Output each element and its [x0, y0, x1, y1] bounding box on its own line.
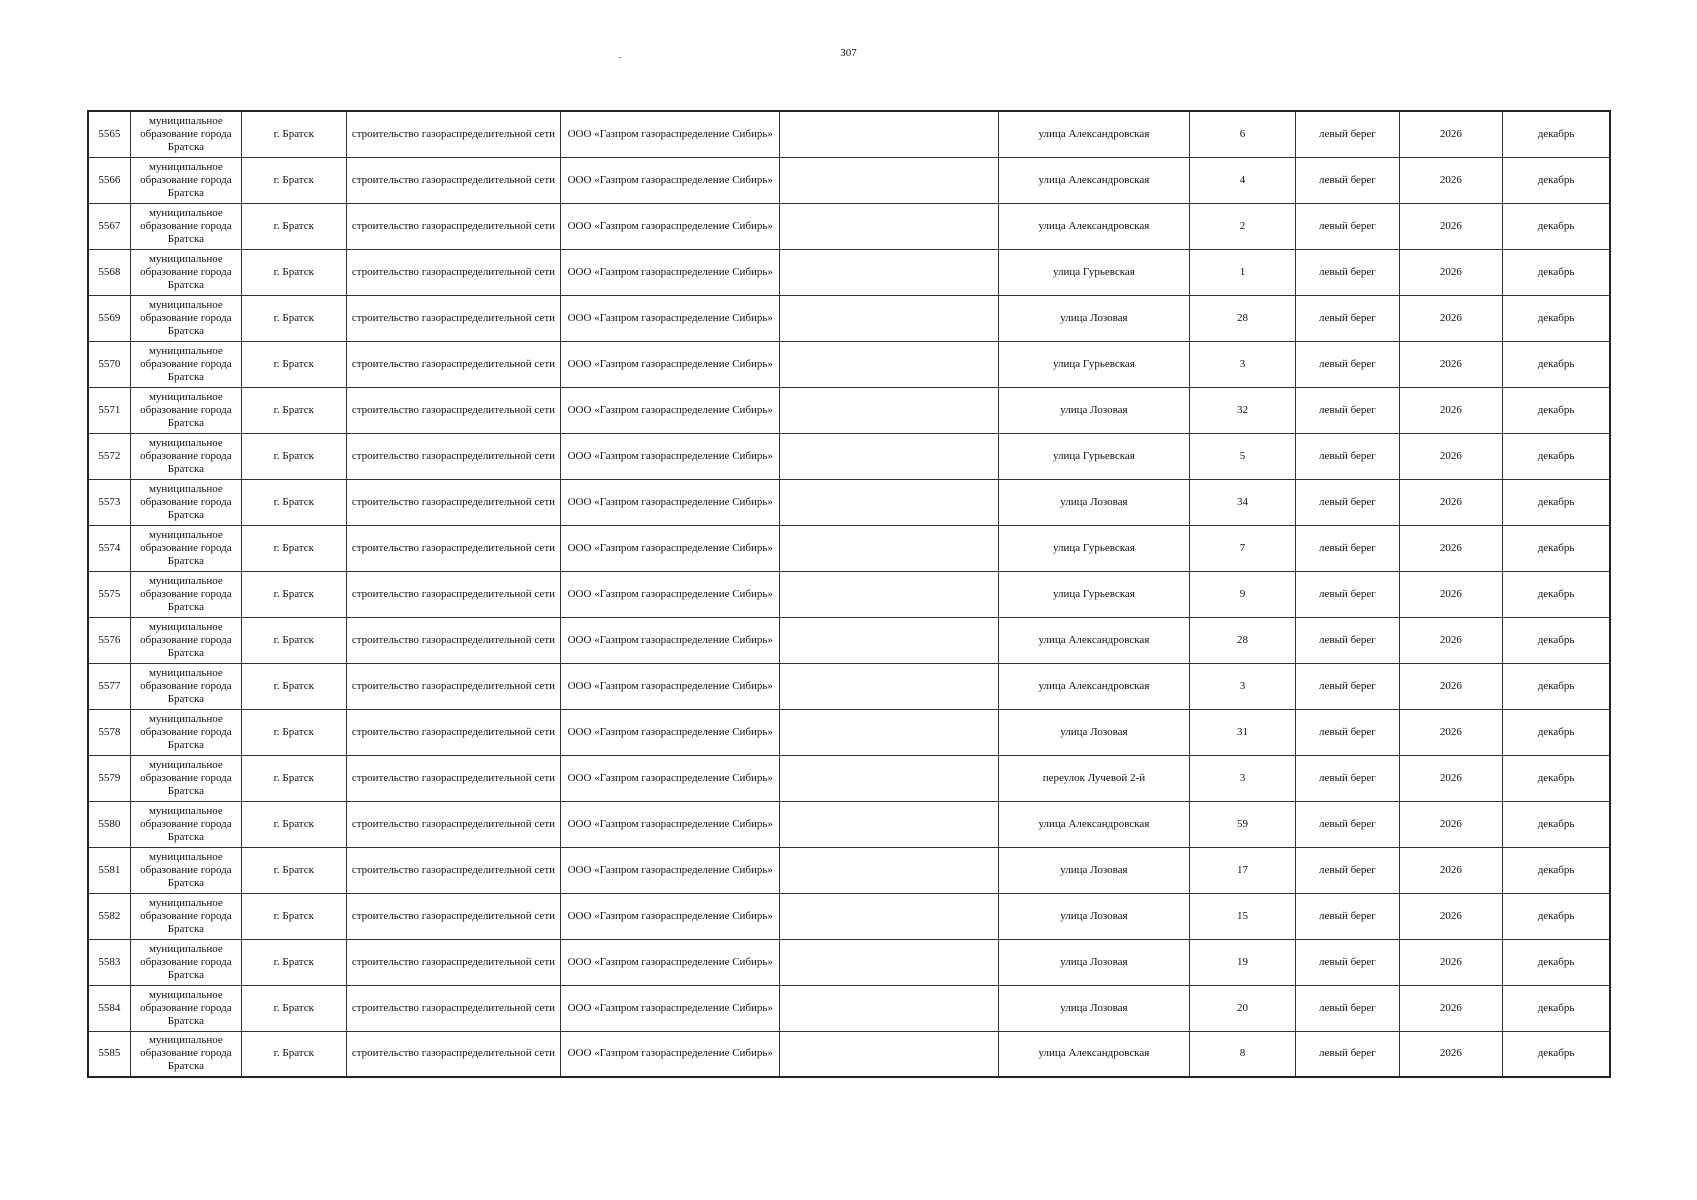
month-cell: декабрь: [1503, 755, 1610, 801]
bank-cell: левый берег: [1296, 249, 1399, 295]
year-cell: 2026: [1399, 985, 1502, 1031]
street-cell: улица Лозовая: [999, 939, 1190, 985]
month-cell: декабрь: [1503, 157, 1610, 203]
bank-cell: левый берег: [1296, 801, 1399, 847]
bank-cell: левый берег: [1296, 985, 1399, 1031]
house-number-cell: 1: [1189, 249, 1295, 295]
street-cell: улица Лозовая: [999, 847, 1190, 893]
table-row: [88, 801, 1610, 847]
municipality-cell: муниципальное образование города Братска: [130, 1031, 241, 1077]
month-cell: декабрь: [1503, 249, 1610, 295]
year-cell: 2026: [1399, 295, 1502, 341]
year-cell: 2026: [1399, 433, 1502, 479]
work-type-cell: строительство газораспределительной сети: [346, 709, 561, 755]
street-cell: улица Александровская: [999, 111, 1190, 157]
street-cell: переулок Лучевой 2-й: [999, 755, 1190, 801]
row-number: 5565: [88, 111, 130, 157]
row-number: 5579: [88, 755, 130, 801]
table-row: [88, 525, 1610, 571]
month-cell: декабрь: [1503, 525, 1610, 571]
row-number: 5576: [88, 617, 130, 663]
table-row: [88, 341, 1610, 387]
year-cell: 2026: [1399, 1031, 1502, 1077]
city-cell: г. Братск: [242, 801, 346, 847]
bank-cell: левый берег: [1296, 157, 1399, 203]
organization-cell: ООО «Газпром газораспределение Сибирь»: [561, 157, 780, 203]
municipality-cell: муниципальное образование города Братска: [130, 525, 241, 571]
municipality-cell: муниципальное образование города Братска: [130, 111, 241, 157]
city-cell: г. Братск: [242, 387, 346, 433]
row-number: 5572: [88, 433, 130, 479]
empty-cell: [780, 755, 999, 801]
municipality-cell: муниципальное образование города Братска: [130, 663, 241, 709]
table-row: [88, 847, 1610, 893]
bank-cell: левый берег: [1296, 341, 1399, 387]
month-cell: декабрь: [1503, 111, 1610, 157]
street-cell: улица Лозовая: [999, 479, 1190, 525]
table-row: [88, 433, 1610, 479]
city-cell: г. Братск: [242, 939, 346, 985]
house-number-cell: 34: [1189, 479, 1295, 525]
month-cell: декабрь: [1503, 617, 1610, 663]
street-cell: улица Александровская: [999, 663, 1190, 709]
municipality-cell: муниципальное образование города Братска: [130, 709, 241, 755]
street-cell: улица Александровская: [999, 203, 1190, 249]
year-cell: 2026: [1399, 525, 1502, 571]
work-type-cell: строительство газораспределительной сети: [346, 433, 561, 479]
house-number-cell: 5: [1189, 433, 1295, 479]
row-number: 5584: [88, 985, 130, 1031]
month-cell: декабрь: [1503, 571, 1610, 617]
city-cell: г. Братск: [242, 479, 346, 525]
bank-cell: левый берег: [1296, 893, 1399, 939]
house-number-cell: 59: [1189, 801, 1295, 847]
city-cell: г. Братск: [242, 525, 346, 571]
month-cell: декабрь: [1503, 985, 1610, 1031]
table-row: [88, 571, 1610, 617]
row-number: 5583: [88, 939, 130, 985]
bank-cell: левый берег: [1296, 847, 1399, 893]
empty-cell: [780, 479, 999, 525]
empty-cell: [780, 111, 999, 157]
city-cell: г. Братск: [242, 709, 346, 755]
year-cell: 2026: [1399, 663, 1502, 709]
house-number-cell: 19: [1189, 939, 1295, 985]
month-cell: декабрь: [1503, 939, 1610, 985]
house-number-cell: 3: [1189, 755, 1295, 801]
organization-cell: ООО «Газпром газораспределение Сибирь»: [561, 341, 780, 387]
month-cell: декабрь: [1503, 709, 1610, 755]
municipality-cell: муниципальное образование города Братска: [130, 847, 241, 893]
street-cell: улица Гурьевская: [999, 433, 1190, 479]
city-cell: г. Братск: [242, 985, 346, 1031]
table-row: [88, 709, 1610, 755]
street-cell: улица Гурьевская: [999, 571, 1190, 617]
organization-cell: ООО «Газпром газораспределение Сибирь»: [561, 571, 780, 617]
month-cell: декабрь: [1503, 341, 1610, 387]
organization-cell: ООО «Газпром газораспределение Сибирь»: [561, 479, 780, 525]
bank-cell: левый берег: [1296, 387, 1399, 433]
table-row: [88, 479, 1610, 525]
table-row: [88, 157, 1610, 203]
house-number-cell: 20: [1189, 985, 1295, 1031]
house-number-cell: 28: [1189, 295, 1295, 341]
municipality-cell: муниципальное образование города Братска: [130, 387, 241, 433]
month-cell: декабрь: [1503, 663, 1610, 709]
empty-cell: [780, 157, 999, 203]
municipality-cell: муниципальное образование города Братска: [130, 157, 241, 203]
year-cell: 2026: [1399, 801, 1502, 847]
row-number: 5566: [88, 157, 130, 203]
bank-cell: левый берег: [1296, 617, 1399, 663]
row-number: 5573: [88, 479, 130, 525]
table-row: [88, 203, 1610, 249]
year-cell: 2026: [1399, 893, 1502, 939]
registry-table: [87, 110, 1611, 1078]
month-cell: декабрь: [1503, 801, 1610, 847]
city-cell: г. Братск: [242, 755, 346, 801]
work-type-cell: строительство газораспределительной сети: [346, 663, 561, 709]
street-cell: улица Александровская: [999, 617, 1190, 663]
municipality-cell: муниципальное образование города Братска: [130, 433, 241, 479]
work-type-cell: строительство газораспределительной сети: [346, 985, 561, 1031]
city-cell: г. Братск: [242, 111, 346, 157]
empty-cell: [780, 847, 999, 893]
row-number: 5577: [88, 663, 130, 709]
work-type-cell: строительство газораспределительной сети: [346, 617, 561, 663]
municipality-cell: муниципальное образование города Братска: [130, 893, 241, 939]
organization-cell: ООО «Газпром газораспределение Сибирь»: [561, 939, 780, 985]
table-row: [88, 755, 1610, 801]
work-type-cell: строительство газораспределительной сети: [346, 341, 561, 387]
street-cell: улица Лозовая: [999, 893, 1190, 939]
work-type-cell: строительство газораспределительной сети: [346, 1031, 561, 1077]
bank-cell: левый берег: [1296, 1031, 1399, 1077]
work-type-cell: строительство газораспределительной сети: [346, 847, 561, 893]
row-number: 5568: [88, 249, 130, 295]
street-cell: улица Гурьевская: [999, 249, 1190, 295]
table-row: [88, 111, 1610, 157]
municipality-cell: муниципальное образование города Братска: [130, 617, 241, 663]
house-number-cell: 15: [1189, 893, 1295, 939]
work-type-cell: строительство газораспределительной сети: [346, 525, 561, 571]
street-cell: улица Лозовая: [999, 985, 1190, 1031]
month-cell: декабрь: [1503, 295, 1610, 341]
month-cell: декабрь: [1503, 893, 1610, 939]
city-cell: г. Братск: [242, 295, 346, 341]
municipality-cell: муниципальное образование города Братска: [130, 939, 241, 985]
municipality-cell: муниципальное образование города Братска: [130, 249, 241, 295]
year-cell: 2026: [1399, 847, 1502, 893]
city-cell: г. Братск: [242, 893, 346, 939]
month-cell: декабрь: [1503, 847, 1610, 893]
table-row: [88, 893, 1610, 939]
row-number: 5570: [88, 341, 130, 387]
work-type-cell: строительство газораспределительной сети: [346, 801, 561, 847]
table-row: [88, 985, 1610, 1031]
street-cell: улица Александровская: [999, 157, 1190, 203]
empty-cell: [780, 571, 999, 617]
year-cell: 2026: [1399, 157, 1502, 203]
municipality-cell: муниципальное образование города Братска: [130, 571, 241, 617]
house-number-cell: 28: [1189, 617, 1295, 663]
empty-cell: [780, 893, 999, 939]
work-type-cell: строительство газораспределительной сети: [346, 571, 561, 617]
table-row: [88, 939, 1610, 985]
work-type-cell: строительство газораспределительной сети: [346, 939, 561, 985]
municipality-cell: муниципальное образование города Братска: [130, 341, 241, 387]
organization-cell: ООО «Газпром газораспределение Сибирь»: [561, 203, 780, 249]
scan-artifact: [619, 57, 621, 58]
organization-cell: ООО «Газпром газораспределение Сибирь»: [561, 617, 780, 663]
house-number-cell: 4: [1189, 157, 1295, 203]
work-type-cell: строительство газораспределительной сети: [346, 111, 561, 157]
bank-cell: левый берег: [1296, 755, 1399, 801]
empty-cell: [780, 433, 999, 479]
city-cell: г. Братск: [242, 1031, 346, 1077]
table-row: [88, 295, 1610, 341]
organization-cell: ООО «Газпром газораспределение Сибирь»: [561, 249, 780, 295]
row-number: 5567: [88, 203, 130, 249]
month-cell: декабрь: [1503, 433, 1610, 479]
organization-cell: ООО «Газпром газораспределение Сибирь»: [561, 709, 780, 755]
work-type-cell: строительство газораспределительной сети: [346, 295, 561, 341]
year-cell: 2026: [1399, 571, 1502, 617]
year-cell: 2026: [1399, 755, 1502, 801]
month-cell: декабрь: [1503, 203, 1610, 249]
city-cell: г. Братск: [242, 203, 346, 249]
row-number: 5574: [88, 525, 130, 571]
month-cell: декабрь: [1503, 479, 1610, 525]
street-cell: улица Гурьевская: [999, 525, 1190, 571]
empty-cell: [780, 939, 999, 985]
bank-cell: левый берег: [1296, 571, 1399, 617]
row-number: 5582: [88, 893, 130, 939]
row-number: 5578: [88, 709, 130, 755]
empty-cell: [780, 801, 999, 847]
organization-cell: ООО «Газпром газораспределение Сибирь»: [561, 847, 780, 893]
bank-cell: левый берег: [1296, 709, 1399, 755]
year-cell: 2026: [1399, 387, 1502, 433]
organization-cell: ООО «Газпром газораспределение Сибирь»: [561, 295, 780, 341]
bank-cell: левый берег: [1296, 203, 1399, 249]
year-cell: 2026: [1399, 111, 1502, 157]
house-number-cell: 6: [1189, 111, 1295, 157]
street-cell: улица Лозовая: [999, 387, 1190, 433]
municipality-cell: муниципальное образование города Братска: [130, 295, 241, 341]
municipality-cell: муниципальное образование города Братска: [130, 801, 241, 847]
empty-cell: [780, 203, 999, 249]
house-number-cell: 3: [1189, 341, 1295, 387]
empty-cell: [780, 341, 999, 387]
organization-cell: ООО «Газпром газораспределение Сибирь»: [561, 893, 780, 939]
city-cell: г. Братск: [242, 847, 346, 893]
municipality-cell: муниципальное образование города Братска: [130, 203, 241, 249]
work-type-cell: строительство газораспределительной сети: [346, 249, 561, 295]
table-row: [88, 663, 1610, 709]
bank-cell: левый берег: [1296, 663, 1399, 709]
city-cell: г. Братск: [242, 571, 346, 617]
house-number-cell: 17: [1189, 847, 1295, 893]
page-number: 307: [840, 47, 857, 59]
house-number-cell: 9: [1189, 571, 1295, 617]
house-number-cell: 31: [1189, 709, 1295, 755]
city-cell: г. Братск: [242, 663, 346, 709]
street-cell: улица Лозовая: [999, 709, 1190, 755]
empty-cell: [780, 387, 999, 433]
house-number-cell: 3: [1189, 663, 1295, 709]
row-number: 5581: [88, 847, 130, 893]
registry-table-body: [88, 111, 1610, 1077]
house-number-cell: 7: [1189, 525, 1295, 571]
work-type-cell: строительство газораспределительной сети: [346, 755, 561, 801]
city-cell: г. Братск: [242, 249, 346, 295]
house-number-cell: 32: [1189, 387, 1295, 433]
house-number-cell: 8: [1189, 1031, 1295, 1077]
work-type-cell: строительство газораспределительной сети: [346, 203, 561, 249]
empty-cell: [780, 617, 999, 663]
work-type-cell: строительство газораспределительной сети: [346, 893, 561, 939]
municipality-cell: муниципальное образование города Братска: [130, 985, 241, 1031]
street-cell: улица Александровская: [999, 1031, 1190, 1077]
bank-cell: левый берег: [1296, 525, 1399, 571]
street-cell: улица Гурьевская: [999, 341, 1190, 387]
house-number-cell: 2: [1189, 203, 1295, 249]
work-type-cell: строительство газораспределительной сети: [346, 387, 561, 433]
city-cell: г. Братск: [242, 617, 346, 663]
city-cell: г. Братск: [242, 341, 346, 387]
month-cell: декабрь: [1503, 387, 1610, 433]
year-cell: 2026: [1399, 203, 1502, 249]
organization-cell: ООО «Газпром газораспределение Сибирь»: [561, 801, 780, 847]
year-cell: 2026: [1399, 249, 1502, 295]
street-cell: улица Александровская: [999, 801, 1190, 847]
empty-cell: [780, 525, 999, 571]
organization-cell: ООО «Газпром газораспределение Сибирь»: [561, 525, 780, 571]
bank-cell: левый берег: [1296, 479, 1399, 525]
municipality-cell: муниципальное образование города Братска: [130, 479, 241, 525]
year-cell: 2026: [1399, 939, 1502, 985]
bank-cell: левый берег: [1296, 939, 1399, 985]
municipality-cell: муниципальное образование города Братска: [130, 755, 241, 801]
row-number: 5585: [88, 1031, 130, 1077]
empty-cell: [780, 663, 999, 709]
row-number: 5571: [88, 387, 130, 433]
year-cell: 2026: [1399, 709, 1502, 755]
organization-cell: ООО «Газпром газораспределение Сибирь»: [561, 1031, 780, 1077]
table-row: [88, 387, 1610, 433]
empty-cell: [780, 985, 999, 1031]
empty-cell: [780, 1031, 999, 1077]
city-cell: г. Братск: [242, 433, 346, 479]
bank-cell: левый берег: [1296, 111, 1399, 157]
row-number: 5580: [88, 801, 130, 847]
row-number: 5575: [88, 571, 130, 617]
street-cell: улица Лозовая: [999, 295, 1190, 341]
year-cell: 2026: [1399, 479, 1502, 525]
organization-cell: ООО «Газпром газораспределение Сибирь»: [561, 663, 780, 709]
month-cell: декабрь: [1503, 1031, 1610, 1077]
organization-cell: ООО «Газпром газораспределение Сибирь»: [561, 433, 780, 479]
empty-cell: [780, 249, 999, 295]
table-row: [88, 249, 1610, 295]
work-type-cell: строительство газораспределительной сети: [346, 479, 561, 525]
organization-cell: ООО «Газпром газораспределение Сибирь»: [561, 985, 780, 1031]
city-cell: г. Братск: [242, 157, 346, 203]
row-number: 5569: [88, 295, 130, 341]
empty-cell: [780, 295, 999, 341]
organization-cell: ООО «Газпром газораспределение Сибирь»: [561, 755, 780, 801]
organization-cell: ООО «Газпром газораспределение Сибирь»: [561, 111, 780, 157]
work-type-cell: строительство газораспределительной сети: [346, 157, 561, 203]
bank-cell: левый берег: [1296, 295, 1399, 341]
table-row: [88, 1031, 1610, 1077]
empty-cell: [780, 709, 999, 755]
year-cell: 2026: [1399, 617, 1502, 663]
year-cell: 2026: [1399, 341, 1502, 387]
table-row: [88, 617, 1610, 663]
organization-cell: ООО «Газпром газораспределение Сибирь»: [561, 387, 780, 433]
bank-cell: левый берег: [1296, 433, 1399, 479]
